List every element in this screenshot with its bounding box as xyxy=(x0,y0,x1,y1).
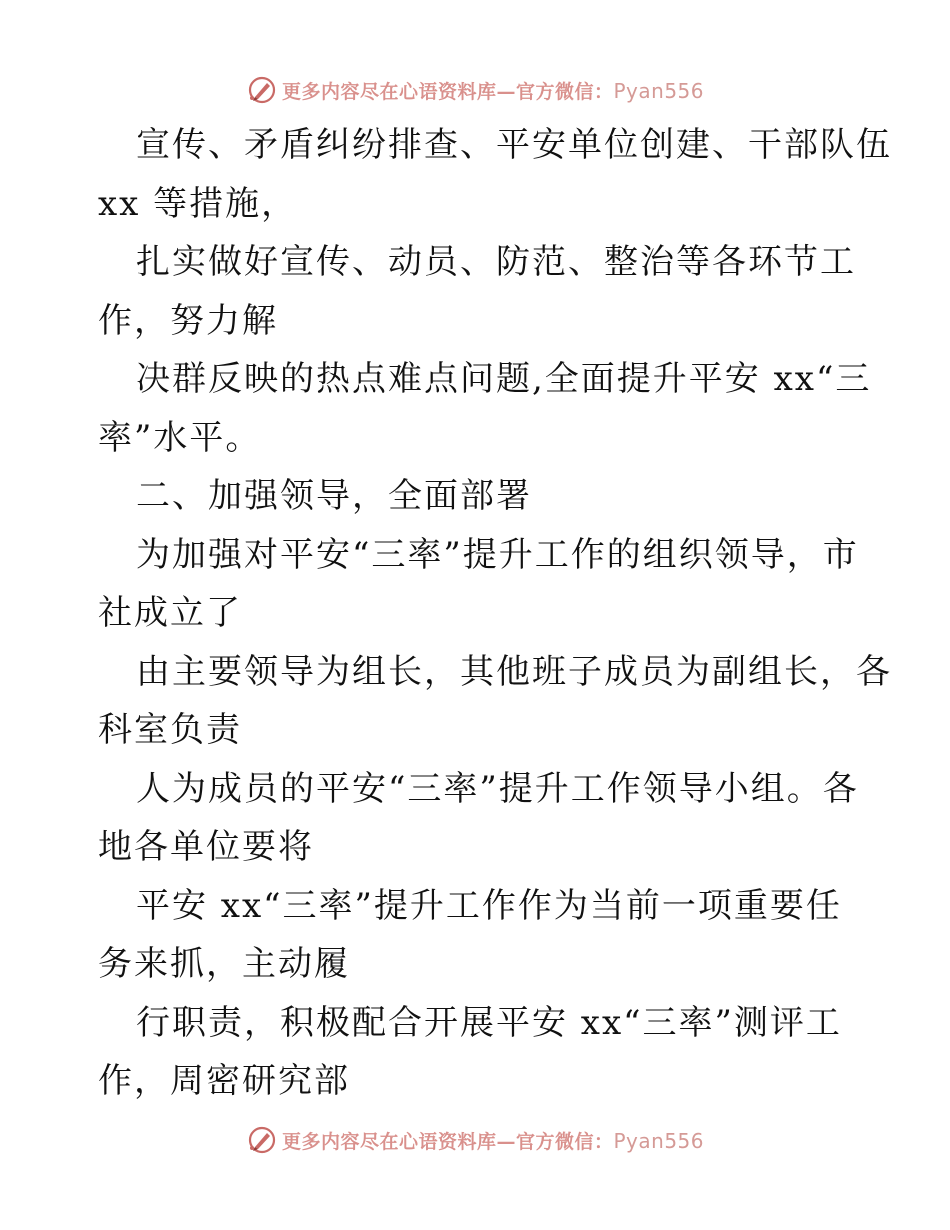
text-line: xx 等措施， xyxy=(98,183,298,224)
footer-banner-text xyxy=(282,1127,704,1154)
text-line: 扎实做好宣传、动员、防范、整治等各环节工 xyxy=(136,242,856,282)
text-line: 地各单位要将 xyxy=(98,827,314,867)
footer-banner xyxy=(0,1120,950,1160)
footer-banner-wechat-id: Pyan556 xyxy=(613,1128,705,1153)
header-banner-wechat-id: Pyan556 xyxy=(613,78,705,103)
pen-logo-icon xyxy=(246,1124,278,1156)
header-banner-cn: 更多内容尽在心语资料库—官方微信： xyxy=(281,80,614,103)
footer-banner-cn: 更多内容尽在心语资料库—官方微信： xyxy=(281,1130,614,1153)
text-line: 科室负责 xyxy=(98,710,242,750)
text-line: 由主要领导为组长，其他班子成员为副组长，各 xyxy=(136,651,892,692)
text-line: 为加强对平安“三率”提升工作的组织领导，市 xyxy=(136,534,859,575)
text-line: 作，周密研究部 xyxy=(98,1061,350,1101)
text-line: 行职责，积极配合开展平安 xx“三率”测评工 xyxy=(136,1002,842,1043)
text-line: 人为成员的平安“三率”提升工作领导小组。各 xyxy=(136,768,859,809)
text-line: 宣传、矛盾纠纷排查、平安单位创建、干部队伍 xyxy=(136,125,892,165)
text-line: 平安 xx“三率”提升工作作为当前一项重要任 xyxy=(136,885,842,926)
text-line: 务来抓，主动履 xyxy=(98,944,350,984)
header-banner-text xyxy=(282,77,704,104)
pen-logo-icon xyxy=(246,74,278,106)
text-line: 社成立了 xyxy=(98,593,242,633)
text-line: 决群反映的热点难点问题,全面提升平安 xx“三 xyxy=(136,359,872,399)
text-line: 作，努力解 xyxy=(98,300,278,341)
text-line: 率”水平。 xyxy=(98,417,262,458)
header-banner xyxy=(0,70,950,110)
section-heading: 二、加强领导，全面部署 xyxy=(136,476,532,516)
body-text xyxy=(98,116,892,1111)
